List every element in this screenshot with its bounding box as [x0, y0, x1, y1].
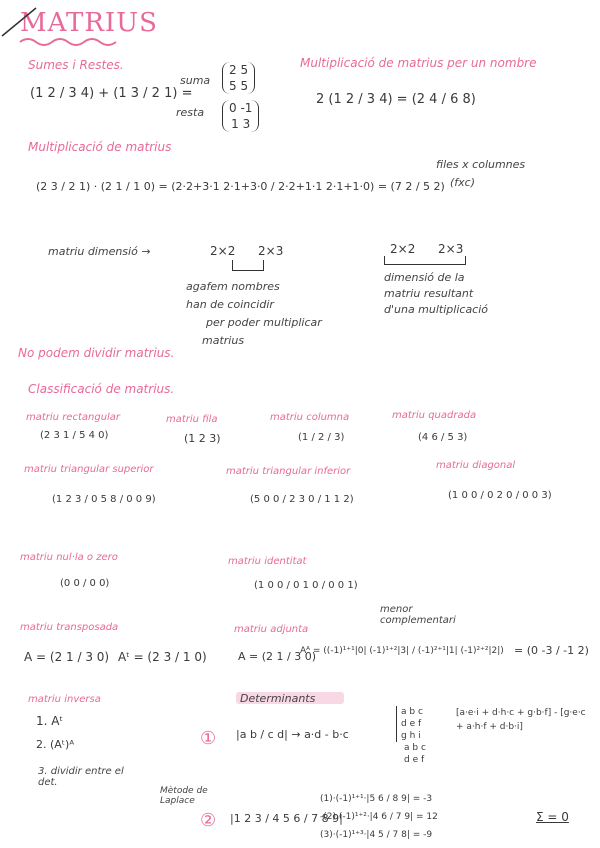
dimension-right-bracket	[384, 256, 466, 265]
resta-row: 0 -1	[229, 101, 253, 115]
type-label: matriu triangular superior	[24, 464, 154, 475]
mult-expression: (2 3 / 2 1) · (2 1 / 1 0) = (2·2+3·1 2·1+3·0 / 2·2+1·1 2·1+1·0) = (7 2 / 5 2)	[36, 180, 445, 193]
suma-matrix	[222, 62, 255, 94]
type-example: (1 2 3 / 0 5 8 / 0 0 9)	[52, 494, 156, 505]
type-label: matriu diagonal	[436, 460, 516, 471]
transposed-a: A = (2 1 / 3 0)	[24, 650, 110, 664]
determinants-heading: Determinants	[240, 692, 316, 705]
dimension-first: 2×2	[210, 244, 236, 258]
adjugate-expression: Aᴬ = ((-1)¹⁺¹|0| (-1)¹⁺²|3| / (-1)²⁺¹|1| (-1)²⁺²|2|)	[300, 646, 504, 656]
laplace-expansion	[320, 790, 438, 844]
type-example: (1 0 0 / 0 2 0 / 0 0 3)	[448, 490, 552, 501]
scalar-heading: Multiplicació de matrius per un nombre	[300, 56, 537, 70]
sarrus-rule: [a·e·i + d·h·c + g·b·f] - [g·e·c + a·h·f + d·b·i]	[456, 708, 586, 732]
type-label: matriu columna	[270, 412, 350, 423]
resta-label: resta	[176, 106, 205, 119]
corner-pen-stroke	[0, 0, 40, 40]
type-label: matriu triangular inferior	[226, 466, 351, 477]
dimension-note-line: agafem nombres	[186, 280, 280, 293]
inverse-step: 2. (Aᵗ)ᴬ	[36, 738, 75, 751]
dimension-right-note	[384, 270, 488, 318]
transposed-label: matriu transposada	[20, 622, 119, 633]
two-by-two-rule: |a b / c d| → a·d - b·c	[236, 728, 349, 741]
type-example: (4 6 / 5 3)	[418, 432, 468, 443]
mult-rule-short: (fxc)	[450, 176, 476, 189]
resta-row: 1 3	[231, 117, 251, 131]
sum-heading: Sumes i Restes.	[28, 58, 124, 72]
laplace-sum: Σ = 0	[536, 810, 569, 824]
type-label: matriu fila	[166, 414, 218, 425]
sarrus-matrix: a b c d e f g h i a b c d e f	[396, 706, 426, 766]
step-one-marker: ①	[200, 728, 217, 749]
inverse-step: 3. dividir entre el det.	[38, 766, 124, 788]
dimension-right-note-line: d'una multiplicació	[384, 303, 489, 316]
mult-rule: files x columnes	[436, 158, 526, 171]
dimension-right-second: 2×3	[438, 242, 464, 256]
scalar-expression: 2 (1 2 / 3 4) = (2 4 / 6 8)	[316, 92, 476, 107]
mult-heading: Multiplicació de matrius	[28, 140, 172, 154]
dimension-right-note-line: dimensió de la	[384, 271, 465, 284]
type-example: (5 0 0 / 2 3 0 / 1 1 2)	[250, 494, 354, 505]
division-note: No podem dividir matrius.	[18, 346, 175, 360]
type-label: matriu rectangular	[26, 412, 121, 423]
inverse-step: 1. Aᵗ	[36, 714, 64, 728]
dimension-note-line: matrius	[202, 334, 245, 347]
type-label: matriu identitat	[228, 556, 307, 567]
dimension-note-line: per poder multiplicar	[206, 316, 322, 329]
type-label: matriu nul·la o zero	[20, 552, 118, 563]
type-label: matriu quadrada	[392, 410, 477, 421]
dimension-right-note-line: matriu resultant	[384, 287, 474, 300]
suma-row: 2 5	[229, 63, 249, 77]
type-example: (1 2 3)	[184, 432, 221, 445]
type-example: (0 0 / 0 0)	[60, 578, 110, 589]
adjugate-note: menor complementari	[380, 604, 456, 626]
dimension-right-first: 2×2	[390, 242, 416, 256]
page-title: MATRIUS	[20, 8, 158, 38]
laplace-label: Mètode de Laplace	[160, 786, 208, 806]
dimension-bracket	[232, 260, 264, 271]
adjugate-label: matriu adjunta	[234, 624, 309, 635]
type-example: (1 / 2 / 3)	[298, 432, 345, 443]
dimension-second: 2×3	[258, 244, 284, 258]
classification-heading: Classificació de matrius.	[28, 382, 175, 396]
suma-row: 5 5	[229, 79, 249, 93]
laplace-line: (3)·(-1)¹⁺³·|4 5 / 7 8| = -9	[320, 830, 433, 840]
sum-expression: (1 2 / 3 4) + (1 3 / 2 1) =	[30, 86, 193, 101]
dimension-note-line: han de coincidir	[186, 298, 274, 311]
laplace-matrix: |1 2 3 / 4 5 6 / 7 8 9|	[230, 812, 343, 825]
dimension-label: matriu dimensió →	[48, 245, 151, 258]
resta-matrix	[222, 100, 259, 132]
adjugate-a: A = (2 1 / 3 0)	[238, 650, 317, 663]
type-example: (2 3 1 / 5 4 0)	[40, 430, 109, 441]
suma-label: suma	[180, 74, 211, 87]
inverse-heading: matriu inversa	[28, 694, 101, 705]
step-two-marker: ②	[200, 810, 217, 831]
dimension-note	[186, 278, 322, 350]
type-example: (1 0 0 / 0 1 0 / 0 0 1)	[254, 580, 358, 591]
transposed-at: Aᵗ = (2 3 / 1 0)	[118, 650, 207, 664]
laplace-line: (1)·(-1)¹⁺¹·|5 6 / 8 9| = -3	[320, 794, 433, 804]
laplace-line: -(2)·(-1)¹⁺²·|4 6 / 7 9| = 12	[320, 812, 438, 822]
adjugate-result: = (0 -3 / -1 2)	[514, 644, 589, 657]
